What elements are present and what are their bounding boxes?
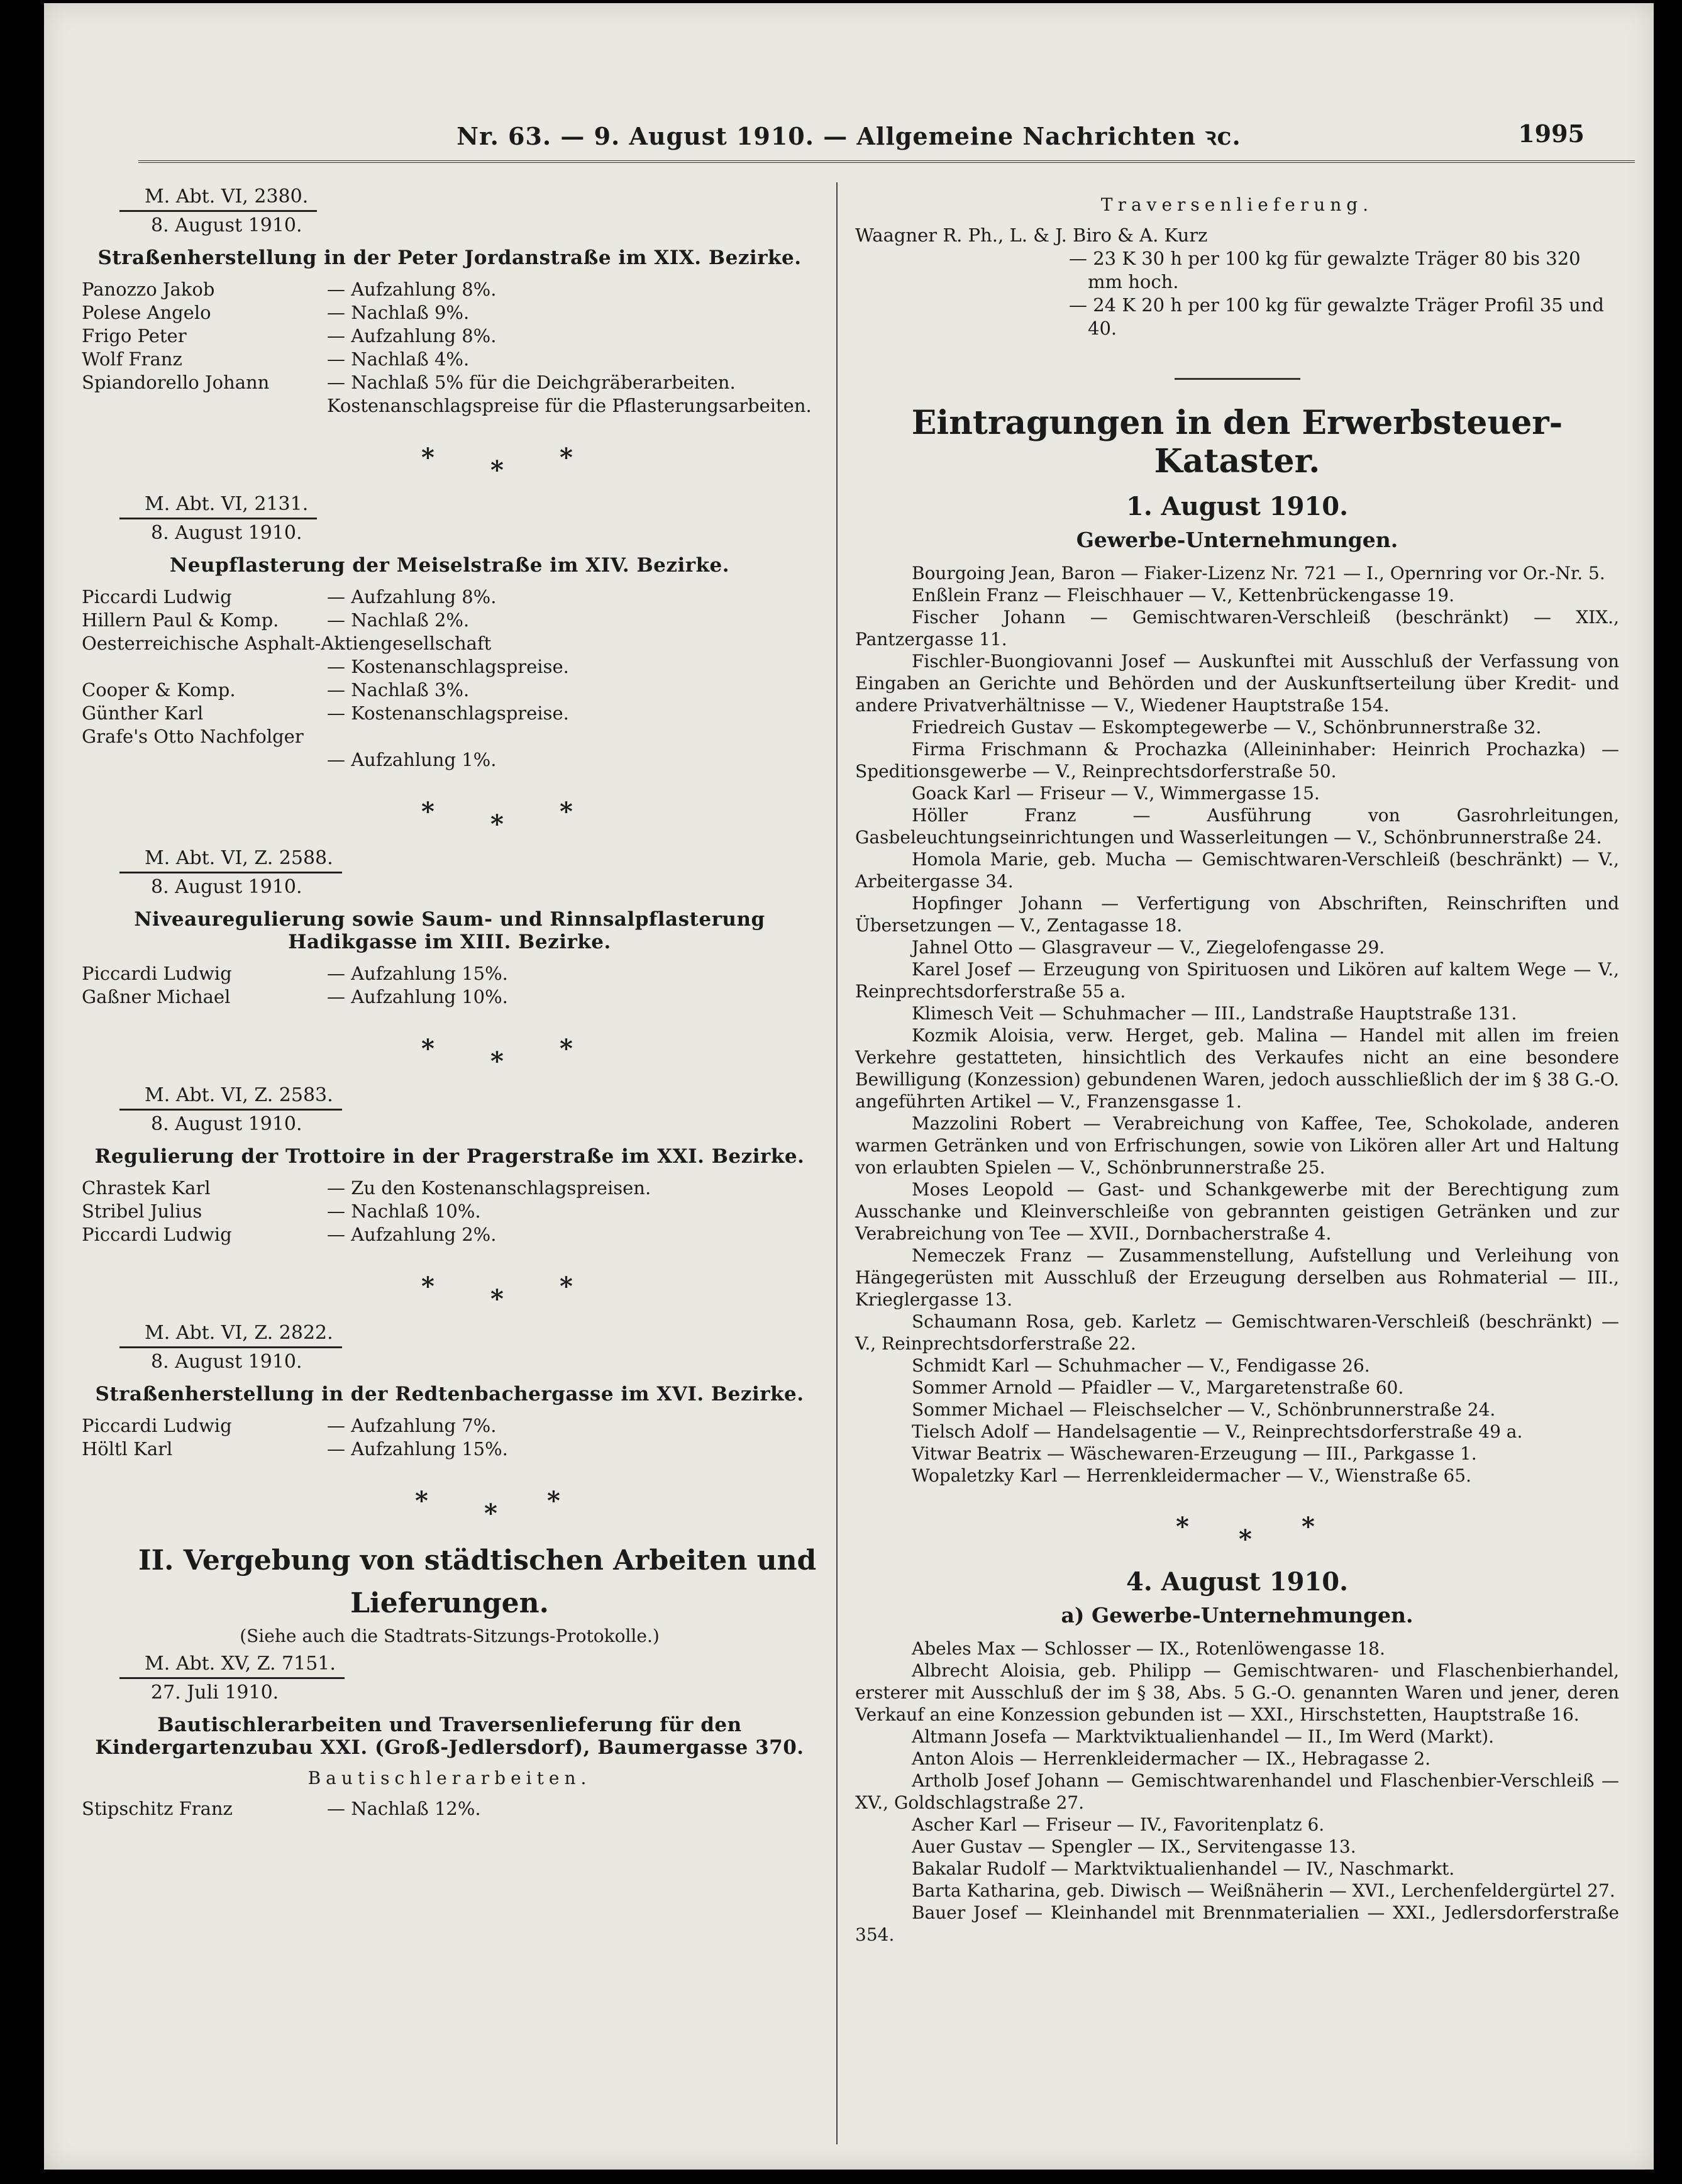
entry-name: Grafe's Otto Nachfolger bbox=[82, 726, 304, 747]
star-mark: * bbox=[1239, 1524, 1252, 1554]
entry-value: — Aufzahlung 8%. bbox=[327, 325, 497, 346]
list-item bbox=[82, 1414, 817, 1438]
entry-name: Hillern Paul & Komp. bbox=[82, 609, 279, 631]
header-rule bbox=[138, 160, 1635, 163]
register-entry: Tielsch Adolf — Handelsagentie — V., Reinprechtsdorferstraße 49 a. bbox=[912, 1421, 1523, 1442]
entry-value: — Kostenanschlagspreise. bbox=[327, 702, 569, 724]
register-entry: Fischer Johann — Gemischtwaren-Verschleiß (beschränkt) — XIX., Pantzergasse 11. bbox=[855, 607, 1619, 650]
register-entry: Mazzolini Robert — Verabreichung von Kaffee, Tee, Schokolade, anderen warmen Getränken und von Erfrischungen, sowie von Likören aller Art und Haltung von erlaubten Spielen — V., Schönbrunnerstraße 25. bbox=[855, 1113, 1619, 1178]
section-separator bbox=[82, 772, 817, 847]
register-entry: Auer Gustav — Spengler — IX., Servitengasse 13. bbox=[912, 1836, 1356, 1857]
star-mark: * bbox=[421, 1034, 434, 1063]
entry-value: — 23 K 30 h per 100 kg für gewalzte Träger 80 bis 320 mm hoch. bbox=[1069, 248, 1581, 292]
entry-name: Stipschitz Franz bbox=[82, 1798, 233, 1819]
list-item bbox=[82, 324, 817, 348]
entry-value: — Kostenanschlagspreise. bbox=[327, 656, 569, 677]
star-mark: * bbox=[1176, 1512, 1189, 1541]
register-entry: Vitwar Beatrix — Wäschewaren-Erzeugung — III., Parkgasse 1. bbox=[912, 1443, 1477, 1464]
register-entry: Fischler-Buongiovanni Josef — Auskunftei mit Ausschluß der Verfassung von Eingaben an Gerichte und Behörden und der Auskunftserteilung über Kredit- und andere Privatverhältnisse — V., Wiedener Hauptstraße 154. bbox=[855, 651, 1619, 716]
reference-number: M. Abt. VI, Z. 2588. bbox=[119, 847, 342, 873]
register-entry: Hopfinger Johann — Verfertigung von Abschriften, Reinschriften und Übersetzungen — V., Zentagasse 18. bbox=[855, 893, 1619, 936]
star-mark: * bbox=[490, 809, 504, 839]
subsection-label: Bautischlerarbeiten. bbox=[307, 1768, 592, 1788]
list-item bbox=[82, 1797, 817, 1821]
register-entry: Klimesch Veit — Schuhmacher — III., Landstraße Hauptstraße 131. bbox=[912, 1003, 1517, 1024]
header-title: Nr. 63. — 9. August 1910. — Allgemeine Nachrichten ꝛc. bbox=[456, 122, 1241, 150]
register-entry: Altmann Josefa — Marktviktualienhandel — II., Im Werd (Markt). bbox=[912, 1726, 1495, 1747]
star-mark: * bbox=[490, 455, 504, 485]
section-august-4 bbox=[855, 1567, 1619, 1946]
page-header bbox=[44, 119, 1654, 164]
list-item bbox=[82, 962, 817, 985]
section-date: 8. August 1910. bbox=[151, 1113, 302, 1135]
register-entry: Goack Karl — Friseur — V., Wimmergasse 15. bbox=[912, 783, 1320, 804]
register-entry: Friedreich Gustav — Eskomptegewerbe — V., Schönbrunnerstraße 32. bbox=[912, 717, 1542, 738]
register-entry: Homola Marie, geb. Mucha — Gemischtwaren-Verschleiß (beschränkt) — V., Arbeitergasse 34. bbox=[855, 849, 1619, 892]
entry-list bbox=[855, 1638, 1619, 1946]
entry-value: — 24 K 20 h per 100 kg für gewalzte Träger Profil 35 und 40. bbox=[1069, 294, 1604, 339]
reference-number: M. Abt. VI, 2131. bbox=[119, 493, 317, 519]
star-mark: * bbox=[1302, 1512, 1315, 1541]
section-date: 8. August 1910. bbox=[151, 1351, 302, 1373]
register-entry: Höller Franz — Ausführung von Gasrohrleitungen, Gasbeleuchtungseinrichtungen und Wasserleitungen — V., Schönbrunnerstraße 24. bbox=[855, 805, 1619, 848]
star-mark: * bbox=[490, 1046, 504, 1076]
entry-name: Stribel Julius bbox=[82, 1200, 202, 1222]
newspaper-page bbox=[44, 3, 1654, 2170]
list-item bbox=[82, 679, 817, 702]
entry-name: Panozzo Jakob bbox=[82, 279, 215, 300]
list-item bbox=[82, 1177, 817, 1200]
section-heading: Bautischlerarbeiten und Traversenlieferung für den Kindergartenzubau XXI. (Groß-Jedlersdorf), Baumergasse 370. bbox=[95, 1714, 804, 1759]
section-heading: Regulierung der Trottoire in der Pragerstraße im XXI. Bezirke. bbox=[94, 1145, 805, 1168]
reference-number: M. Abt. VI, Z. 2583. bbox=[119, 1084, 342, 1111]
list-item bbox=[82, 702, 817, 725]
section-heading: Neupflasterung der Meiselstraße im XIV. Bezirke. bbox=[169, 554, 730, 577]
register-entry: Abeles Max — Schlosser — IX., Rotenlöwengasse 18. bbox=[912, 1638, 1385, 1659]
entry-name: Günther Karl bbox=[82, 702, 204, 724]
register-entry: Albrecht Aloisia, geb. Philipp — Gemischtwaren- und Flaschenbierhandel, ersterer mit Ausschluß der im § 38, Abs. 5 G.-O. genannten Waren und jener, deren Verkauf an eine Konzession gebunden ist — XXI., Hirschstetten, Hauptstraße 16. bbox=[855, 1660, 1619, 1725]
list-item bbox=[82, 725, 817, 748]
entry-value: — Zu den Kostenanschlagspreisen. bbox=[327, 1177, 651, 1199]
list-item bbox=[82, 371, 817, 394]
entry-value: — Aufzahlung 15%. bbox=[327, 963, 508, 984]
section-date: 1. August 1910. bbox=[1126, 492, 1349, 521]
page-number: 1995 bbox=[1518, 119, 1585, 148]
section-date: 8. August 1910. bbox=[151, 214, 302, 236]
part-heading-continued: Lieferungen. bbox=[350, 1587, 549, 1619]
star-mark: * bbox=[421, 443, 434, 472]
list-item bbox=[82, 585, 817, 609]
register-entry: Karel Josef — Erzeugung von Spirituosen und Likören auf kaltem Wege — V., Reinprechtsdorferstraße 55 a. bbox=[855, 959, 1619, 1002]
star-mark: * bbox=[484, 1499, 497, 1528]
register-entry: Ascher Karl — Friseur — IV., Favoritenplatz 6. bbox=[912, 1814, 1325, 1835]
section-vergebung bbox=[82, 1543, 817, 1821]
register-entry: Schaumann Rosa, geb. Karletz — Gemischtwaren-Verschleiß (beschränkt) — V., Reinprechtsdorferstraße 22. bbox=[855, 1311, 1619, 1354]
section-date: 4. August 1910. bbox=[1126, 1567, 1349, 1597]
list-item bbox=[82, 609, 817, 632]
entry-name: Piccardi Ludwig bbox=[82, 586, 232, 607]
section-separator bbox=[82, 418, 817, 493]
register-entry: Wopaletzky Karl — Herrenkleidermacher — V., Wienstraße 65. bbox=[912, 1465, 1471, 1486]
section-hadikgasse bbox=[82, 847, 817, 1009]
register-entry: Enßlein Franz — Fleischhauer — V., Kettenbrückengasse 19. bbox=[912, 585, 1455, 606]
register-entry: Moses Leopold — Gast- und Schankgewerbe mit der Berechtigung zum Ausschanke und Kleinverschleiße von gebrannten geistigen Getränken und zur Verabreichung von Tee — XVII., Dornbacherstraße 4. bbox=[855, 1179, 1619, 1244]
entry-name: Cooper & Komp. bbox=[82, 679, 236, 701]
section-separator bbox=[82, 1461, 817, 1536]
entry-value: — Nachlaß 10%. bbox=[327, 1200, 481, 1222]
right-column bbox=[855, 186, 1619, 1946]
register-entry: Schmidt Karl — Schuhmacher — V., Fendigasse 26. bbox=[912, 1355, 1370, 1376]
section-pragerstrasse bbox=[82, 1084, 817, 1246]
reference-number: M. Abt. VI, 2380. bbox=[119, 186, 317, 212]
reference-number: M. Abt. VI, Z. 2822. bbox=[119, 1322, 342, 1348]
section-redtenbachergasse bbox=[82, 1322, 817, 1461]
entry-value: — Aufzahlung 7%. bbox=[327, 1415, 497, 1436]
entry-value: — Nachlaß 2%. bbox=[327, 609, 470, 631]
section-date: 8. August 1910. bbox=[151, 876, 302, 898]
list-item bbox=[82, 1438, 817, 1461]
register-entry: Barta Katharina, geb. Diwisch — Weißnäherin — XVI., Lerchenfeldergürtel 27. bbox=[912, 1880, 1615, 1901]
register-entry: Bakalar Rudolf — Marktviktualienhandel — IV., Naschmarkt. bbox=[912, 1858, 1455, 1879]
subsection-label: Traversenlieferung. bbox=[1100, 194, 1374, 215]
entry-name: Piccardi Ludwig bbox=[82, 1415, 232, 1436]
section-heading: Straßenherstellung in der Redtenbachergasse im XVI. Bezirke. bbox=[95, 1383, 804, 1405]
section-date: 27. Juli 1910. bbox=[151, 1682, 279, 1704]
entry-name: Polese Angelo bbox=[82, 302, 211, 323]
entry-value: — Nachlaß 5% für die Deichgräberarbeiten. bbox=[327, 372, 736, 393]
divider-rule bbox=[1175, 378, 1300, 380]
list-item bbox=[82, 632, 817, 655]
star-mark: * bbox=[560, 1272, 573, 1301]
register-entry: Jahnel Otto — Glasgraveur — V., Ziegelofengasse 29. bbox=[912, 937, 1385, 958]
entry-value: — Nachlaß 3%. bbox=[327, 679, 470, 701]
entry-value: — Aufzahlung 15%. bbox=[327, 1438, 508, 1460]
section-separator bbox=[82, 1246, 817, 1322]
list-item bbox=[82, 301, 817, 324]
entry-value: — Aufzahlung 8%. bbox=[327, 279, 497, 300]
register-entry: Bauer Josef — Kleinhandel mit Brennmaterialien — XXI., Jedlersdorferstraße 354. bbox=[855, 1902, 1619, 1945]
star-mark: * bbox=[415, 1486, 428, 1516]
register-entry: Bourgoing Jean, Baron — Fiaker-Lizenz Nr. 721 — I., Opernring vor Or.-Nr. 5. bbox=[912, 563, 1605, 584]
star-mark: * bbox=[560, 797, 573, 826]
list-item bbox=[82, 1223, 817, 1246]
register-entry: Firma Frischmann & Prochazka (Alleininhaber: Heinrich Prochazka) — Speditionsgewerbe — V., Reinprechtsdorferstraße 50. bbox=[855, 739, 1619, 782]
entry-name: Wolf Franz bbox=[82, 348, 182, 370]
star-mark: * bbox=[421, 1272, 434, 1301]
register-entry: Artholb Josef Johann — Gemischtwarenhandel und Flaschenbier-Verschleiß — XV., Goldschlagstraße 27. bbox=[855, 1770, 1619, 1813]
entry-value: — Aufzahlung 2%. bbox=[327, 1224, 497, 1245]
entry-value: — Nachlaß 4%. bbox=[327, 348, 470, 370]
register-entry: Anton Alois — Herrenkleidermacher — IX., Hebragasse 2. bbox=[912, 1748, 1431, 1769]
entry-value: — Aufzahlung 10%. bbox=[327, 986, 508, 1007]
entry-name: Frigo Peter bbox=[82, 325, 187, 346]
entry-name: Waagner R. Ph., L. & J. Biro & A. Kurz bbox=[855, 224, 1208, 246]
section-heading: Niveauregulierung sowie Saum- und Rinnsalpflasterung Hadikgasse im XIII. Bezirke. bbox=[134, 908, 765, 953]
entry-name: Piccardi Ludwig bbox=[82, 963, 232, 984]
register-entry: Nemeczek Franz — Zusammenstellung, Aufstellung und Verleihung von Hängegerüsten mit Ausschluß der Erzeugung derselben aus Rohmaterial — III., Krieglergasse 13. bbox=[855, 1245, 1619, 1310]
entry-value: — Nachlaß 9%. bbox=[327, 302, 470, 323]
section-meiselstrasse bbox=[82, 493, 817, 772]
column-divider bbox=[836, 182, 838, 2144]
left-column bbox=[82, 186, 817, 1821]
entry-value: — Aufzahlung 8%. bbox=[327, 586, 497, 607]
list-item bbox=[82, 985, 817, 1009]
entry-name: Oesterreichische Asphalt-Aktiengesellschaft bbox=[82, 633, 492, 654]
section-heading: Straßenherstellung in der Peter Jordanstraße im XIX. Bezirke. bbox=[97, 247, 802, 269]
entry-name: Gaßner Michael bbox=[82, 986, 231, 1007]
register-entry: Kozmik Aloisia, verw. Herget, geb. Malina — Handel mit allen im freien Verkehre gestatteten, hinsichtlich des Verkaufes nicht an eine besondere Bewilligung (Konzession) gebundenen Waren, jedoch ausschließlich der im § 38 G.-O. angeführten Artikel — V., Franzensgasse 1. bbox=[855, 1025, 1619, 1112]
star-mark: * bbox=[421, 797, 434, 826]
page-section-title: Eintragungen in den Erwerbsteuer-Kataster. bbox=[911, 404, 1563, 480]
subsection-heading: Gewerbe-Unternehmungen. bbox=[1076, 528, 1398, 552]
entry-name: Spiandorello Johann bbox=[82, 372, 270, 393]
section-date: 8. August 1910. bbox=[151, 522, 302, 544]
entry-name: Piccardi Ludwig bbox=[82, 1224, 232, 1245]
entry-name: Chrastek Karl bbox=[82, 1177, 211, 1199]
star-mark: * bbox=[490, 1284, 504, 1314]
reference-number: M. Abt. XV, Z. 7151. bbox=[119, 1653, 345, 1679]
section-separator bbox=[82, 1009, 817, 1084]
section-separator bbox=[855, 1487, 1619, 1562]
section-jordanstrasse bbox=[82, 186, 817, 418]
list-item bbox=[82, 278, 817, 301]
entry-value: — Aufzahlung 1%. bbox=[327, 749, 497, 770]
list-item bbox=[82, 1200, 817, 1223]
entry-value: — Nachlaß 12%. bbox=[327, 1798, 481, 1819]
star-mark: * bbox=[560, 1034, 573, 1063]
section-traversenlieferung bbox=[855, 194, 1619, 340]
part-heading: II. Vergebung von städtischen Arbeiten und bbox=[138, 1544, 817, 1577]
cross-reference-note: (Siehe auch die Stadtrats-Sitzungs-Protokolle.) bbox=[240, 1626, 660, 1646]
entry-name: Höltl Karl bbox=[82, 1438, 173, 1460]
section-august-1 bbox=[855, 492, 1619, 1487]
star-mark: * bbox=[560, 443, 573, 472]
list-item bbox=[82, 348, 817, 371]
entry-continuation: Kostenanschlagspreise für die Pflasterungsarbeiten. bbox=[327, 395, 812, 416]
subsection-heading: a) Gewerbe-Unternehmungen. bbox=[1061, 1603, 1414, 1627]
register-entry: Sommer Michael — Fleischselcher — V., Schönbrunnerstraße 24. bbox=[912, 1399, 1496, 1420]
entry-list bbox=[855, 562, 1619, 1487]
star-mark: * bbox=[547, 1486, 560, 1516]
register-entry: Sommer Arnold — Pfaidler — V., Margaretenstraße 60. bbox=[912, 1377, 1404, 1398]
